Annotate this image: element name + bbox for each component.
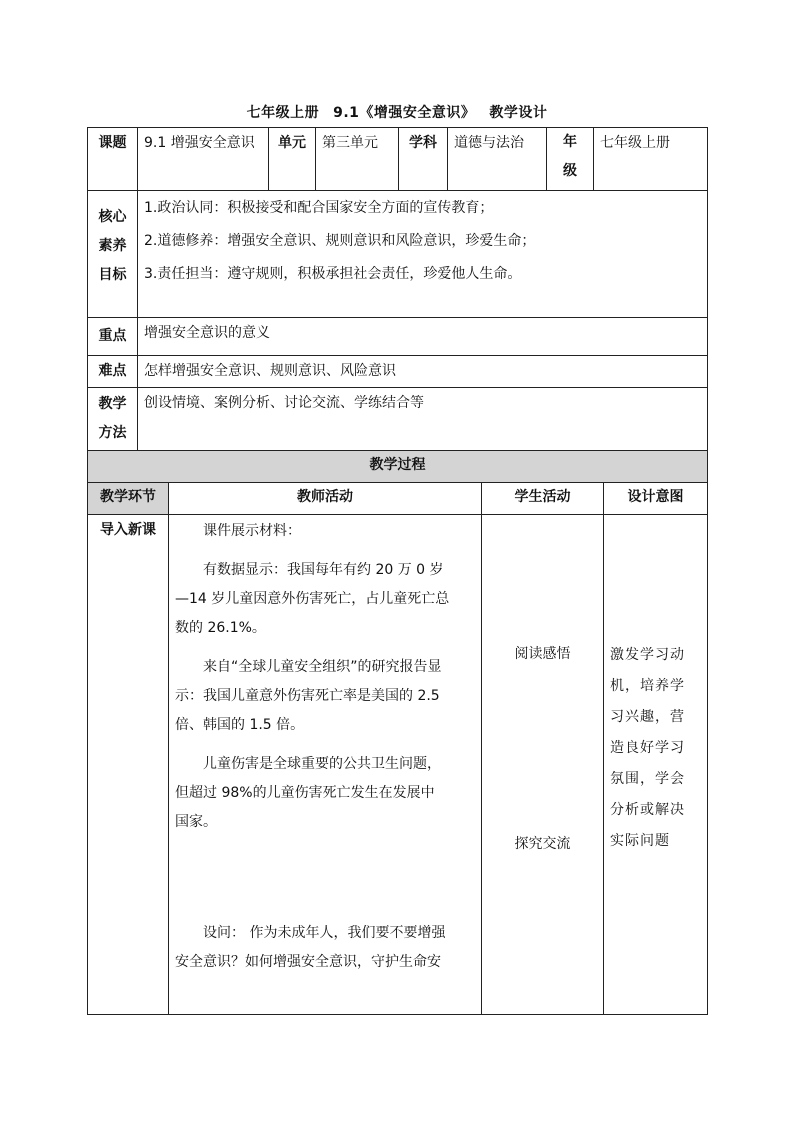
method-label-line1: 教学 (98, 396, 127, 412)
design-line: 造良好学习 (610, 740, 685, 756)
student-activity-item: 阅读感悟 (514, 646, 571, 662)
unit-value: 第三单元 (316, 128, 399, 191)
design-line: 习兴趣，营 (610, 709, 685, 725)
subject-label: 学科 (399, 128, 448, 191)
title-lesson: 9.1《增强安全意识》 (333, 105, 476, 121)
teacher-line: 设问： 作为未成年人，我们要不要增强 (203, 925, 446, 941)
design-line: 机，培养学 (610, 678, 685, 694)
topic-value: 9.1 增强安全意识 (138, 128, 269, 191)
goals-label-line1: 核心 (98, 209, 127, 225)
grade-label-line1: 年 (563, 134, 577, 150)
column-header-teacher: 教师活动 (169, 483, 482, 515)
grade-label (547, 128, 594, 191)
goals-label-line2: 素养 (98, 238, 127, 254)
goals-label-line3: 目标 (98, 267, 127, 283)
teaching-process-table (87, 450, 708, 1015)
design-line: 激发学习动 (610, 647, 685, 663)
teacher-line: —14 岁儿童因意外伤害死亡，占儿童死亡总 (175, 591, 450, 607)
difficulty-label: 难点 (88, 356, 138, 388)
teacher-line: 有数据显示：我国每年有约 20 万 0 岁 (203, 562, 444, 578)
column-header-student: 学生活动 (482, 483, 604, 515)
teacher-paragraph (169, 556, 481, 643)
method-label (88, 388, 138, 453)
design-line: 分析或解决 (610, 802, 685, 818)
teacher-paragraph (169, 653, 481, 740)
teacher-line: 安全意识？如何增强安全意识，守护生命安 (175, 954, 441, 970)
difficulty-value: 怎样增强安全意识、规则意识、风险意识 (138, 356, 708, 388)
title-grade: 七年级上册 (246, 105, 320, 121)
design-line: 实际问题 (610, 833, 670, 849)
design-line: 氛围，学会 (610, 771, 685, 787)
topic-label: 课题 (88, 128, 138, 191)
page-title (0, 102, 794, 122)
teacher-paragraph (169, 517, 481, 546)
goals-label (88, 191, 138, 318)
goal-item: 1.政治认同：积极接受和配合国家安全方面的宣传教育； (144, 200, 494, 216)
method-label-line2: 方法 (98, 425, 127, 441)
teacher-paragraph (169, 919, 481, 977)
teacher-line: 来自“全球儿童安全组织”的研究报告显 (203, 659, 442, 675)
column-header-design: 设计意图 (604, 483, 708, 515)
method-value: 创设情境、案例分析、讨论交流、学练结合等 (138, 388, 708, 453)
teacher-activity (169, 515, 482, 1015)
subject-value: 道德与法治 (448, 128, 547, 191)
teacher-line: 儿童伤害是全球重要的公共卫生问题， (203, 756, 441, 772)
title-type: 教学设计 (489, 105, 548, 121)
goal-item: 2.道德修养：增强安全意识、规则意识和风险意识，珍爱生命； (144, 233, 536, 249)
goals-value (138, 191, 708, 318)
teacher-line: 数的 26.1%。 (175, 620, 266, 636)
teacher-line: 国家。 (175, 814, 217, 830)
key-point-label: 重点 (88, 318, 138, 356)
teacher-line: 示：我国儿童意外伤害死亡率是美国的 2.5 (175, 688, 440, 704)
goal-item: 3.责任担当：遵守规则，积极承担社会责任，珍爱他人生命。 (144, 266, 522, 282)
process-header: 教学过程 (88, 451, 708, 483)
teacher-line: 倍、韩国的 1.5 倍。 (175, 717, 305, 733)
teacher-paragraph (169, 750, 481, 837)
column-header-stage: 教学环节 (88, 483, 169, 515)
grade-label-line2: 级 (563, 163, 577, 179)
design-intent (604, 515, 708, 1015)
stage-cell: 导入新课 (88, 515, 169, 1015)
teacher-line: 但超过 98%的儿童伤害死亡发生在发展中 (175, 785, 435, 801)
grade-value: 七年级上册 (594, 128, 708, 191)
lesson-info-table (87, 127, 708, 453)
unit-label: 单元 (269, 128, 316, 191)
key-point-value: 增强安全意识的意义 (138, 318, 708, 356)
student-activity (482, 515, 604, 1015)
student-activity-item: 探究交流 (514, 836, 571, 852)
teacher-line: 课件展示材料： (203, 523, 301, 539)
